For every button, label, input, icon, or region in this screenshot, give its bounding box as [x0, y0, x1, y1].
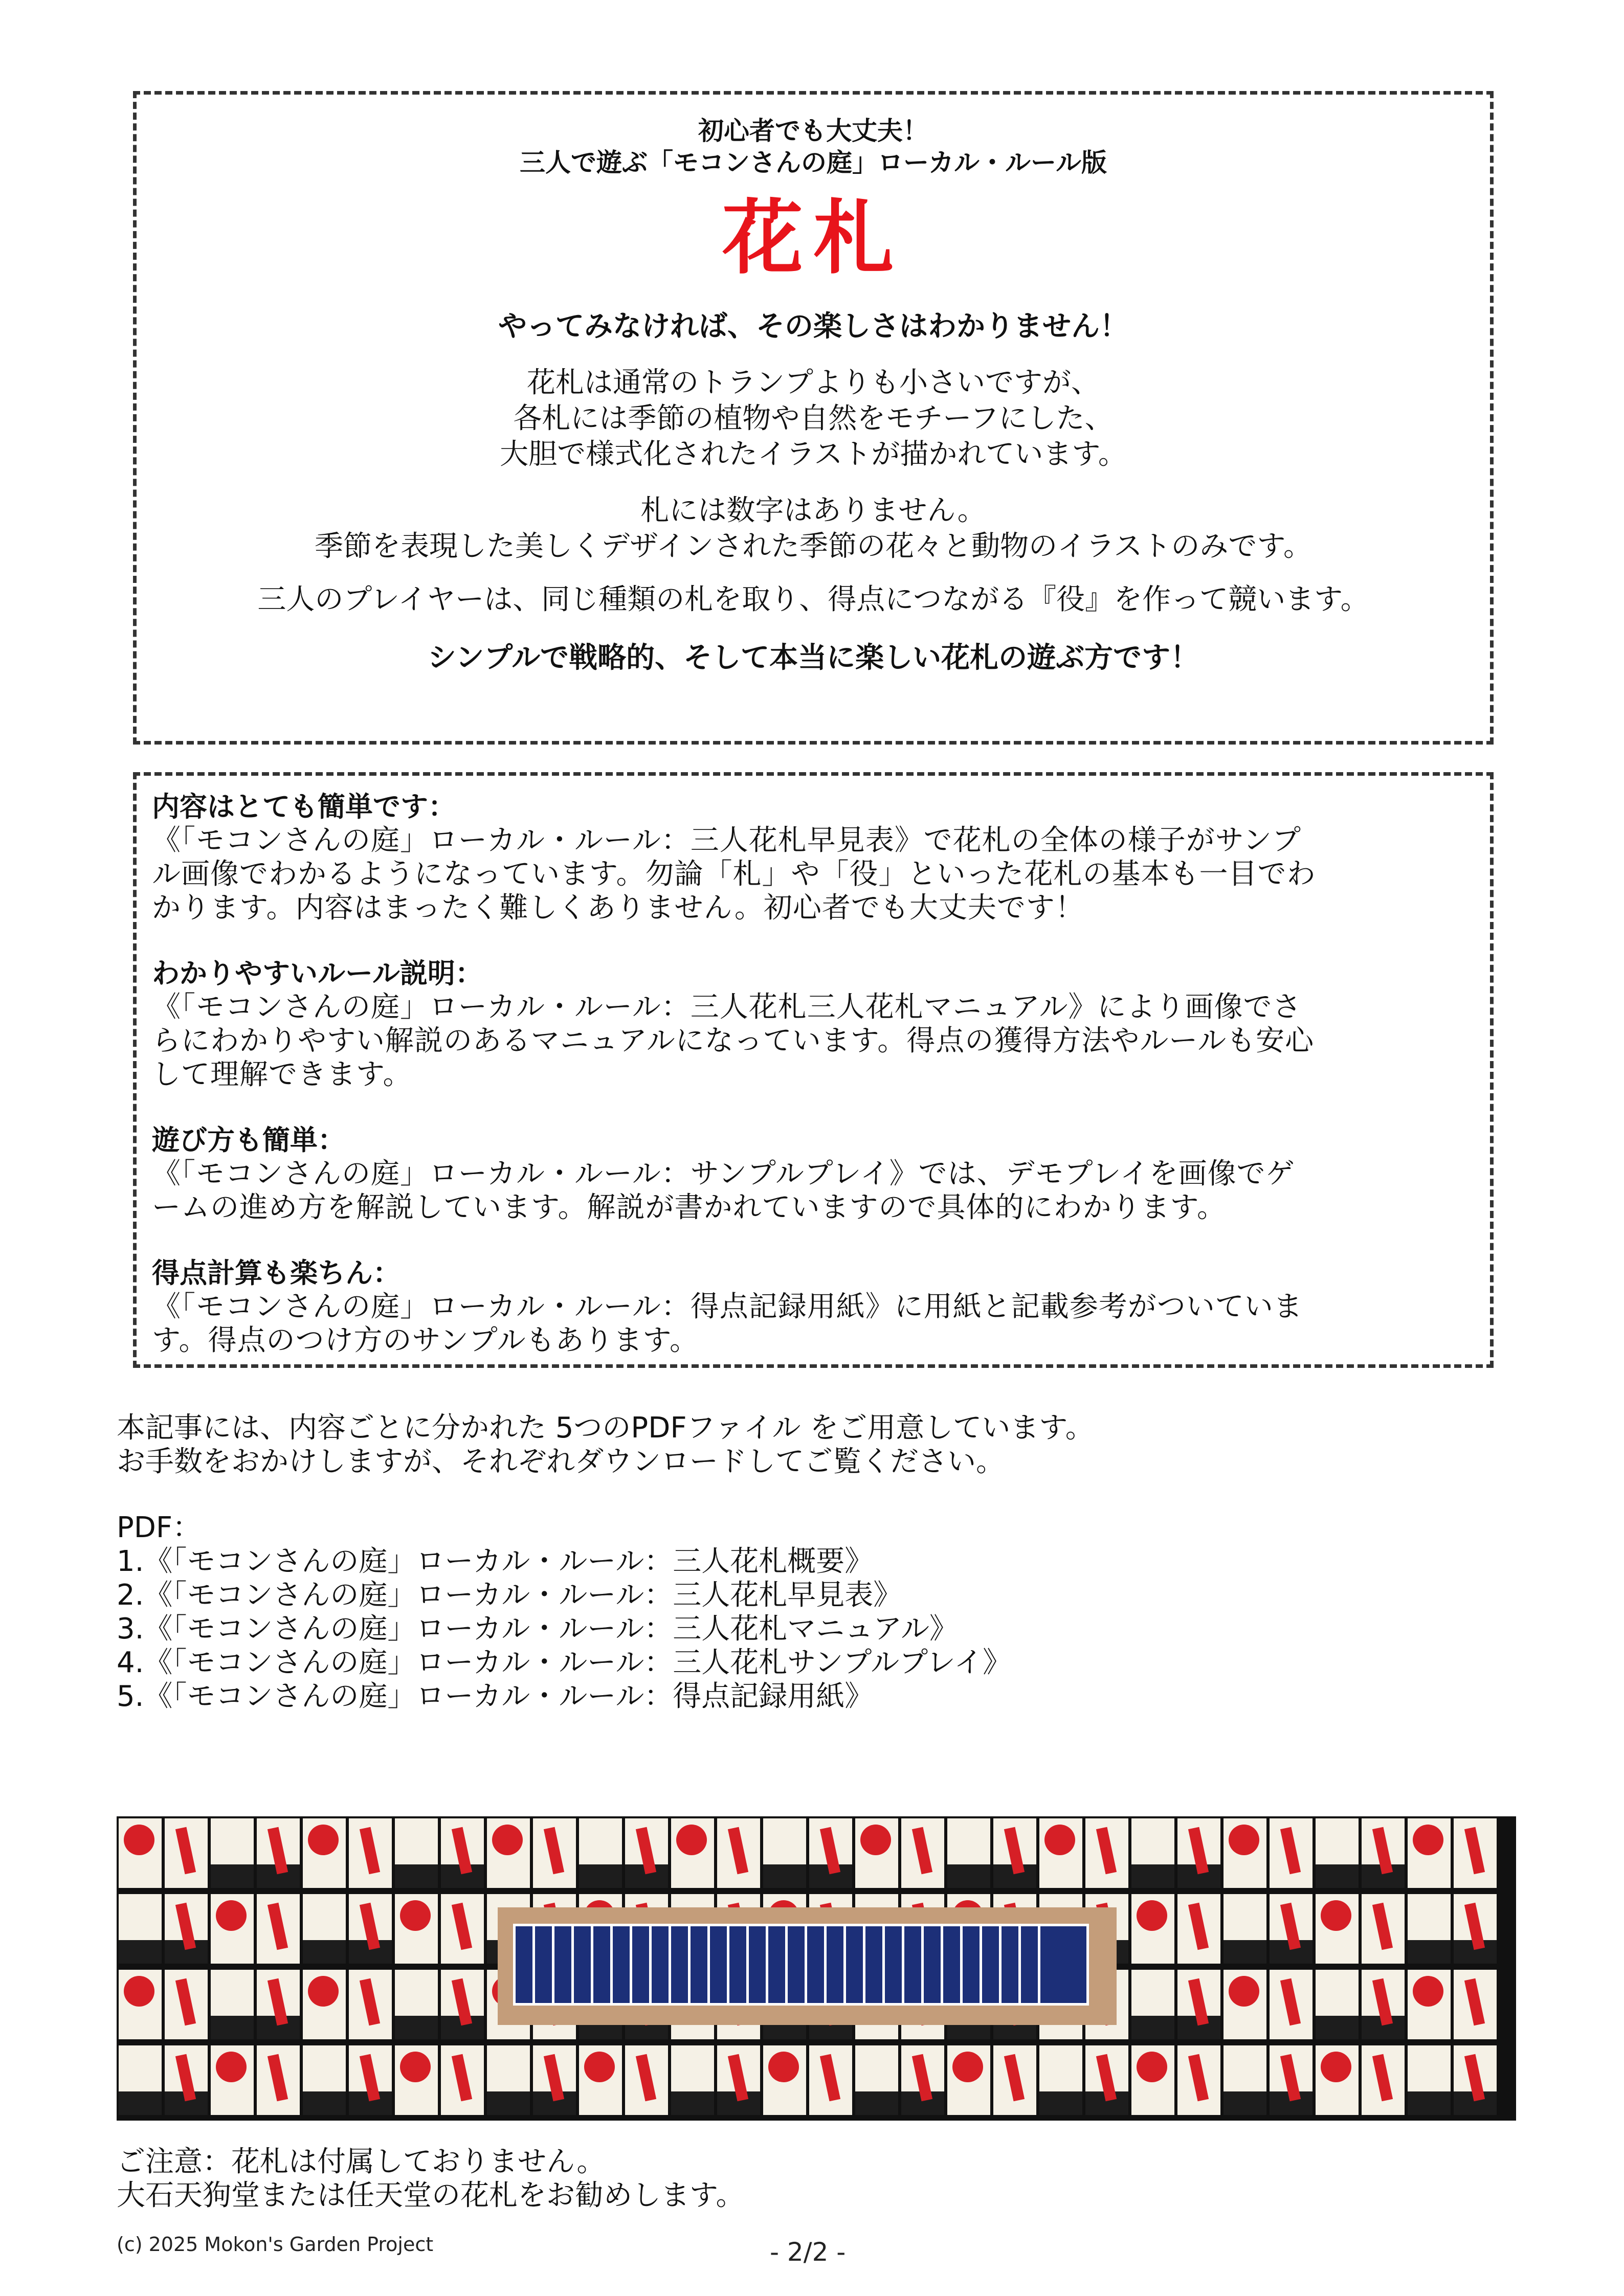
feature-section [152, 1256, 1475, 1358]
hanafuda-card [1223, 1894, 1266, 1964]
hanafuda-card [119, 1894, 162, 1964]
hanafuda-card [625, 1818, 668, 1888]
hanafuda-card [395, 1970, 438, 2039]
hanafuda-card [993, 2045, 1036, 2115]
hanafuda-card [1454, 1970, 1497, 2039]
hanafuda-card [671, 2045, 714, 2115]
spread-card [1038, 1924, 1089, 2006]
pdf-list [117, 1511, 1011, 1714]
hanafuda-card [1085, 1818, 1128, 1888]
hanafuda-card [1177, 1970, 1220, 2039]
hanafuda-card [901, 1818, 944, 1888]
hanafuda-card [257, 1818, 300, 1888]
feature-section [152, 957, 1475, 1092]
copyright: (c) 2025 Mokon's Garden Project [117, 2233, 434, 2256]
hanafuda-card [1131, 1818, 1174, 1888]
hanafuda-card [717, 1818, 760, 1888]
hanafuda-card [119, 1818, 162, 1888]
pdf-intro [117, 1411, 1094, 1479]
hanafuda-card [1362, 1818, 1405, 1888]
intro-paragraph-1-line: 各札には季節の植物や自然をモチーフにした、 [513, 402, 1114, 435]
hanafuda-card [993, 1818, 1036, 1888]
feature-line: ル画像でわかるようになっています。勿論「札」や「役」といった花札の基本も一目でわ [152, 858, 1316, 891]
intro-paragraph-2 [137, 493, 1490, 565]
hanafuda-card [257, 2045, 300, 2115]
hanafuda-card [1270, 1970, 1312, 2039]
hanafuda-card [1270, 2045, 1312, 2115]
hanafuda-card [303, 2045, 346, 2115]
feature-line: す。得点のつけ方のサンプルもあります。 [152, 1324, 699, 1357]
pdf-list-item: 1.《「モコンさんの庭」ローカル・ルール：三人花札概要》 [117, 1545, 874, 1578]
hanafuda-card [1270, 1894, 1312, 1964]
hanafuda-card [947, 2045, 990, 2115]
hanafuda-card [1223, 1970, 1266, 2039]
hanafuda-card [1177, 1894, 1220, 1964]
hanafuda-card [947, 1818, 990, 1888]
feature-line: らにわかりやすい解説のあるマニュアルになっています。得点の獲得方法やルールも安心 [152, 1024, 1315, 1057]
hanafuda-card [165, 1894, 208, 1964]
hanafuda-card [487, 2045, 530, 2115]
intro-kicker: 初心者でも大丈夫！ [698, 116, 928, 146]
hanafuda-card [395, 1818, 438, 1888]
hanafuda-card [349, 1970, 392, 2039]
hanafuda-card [211, 1894, 254, 1964]
hanafuda-card [671, 1818, 714, 1888]
feature-line: して理解できます。 [152, 1058, 412, 1091]
intro-paragraph-1-line: 大胆で様式化されたイラストが描かれています。 [500, 438, 1127, 471]
feature-heading: 遊び方も簡単： [152, 1124, 345, 1156]
hanafuda-card [855, 1818, 898, 1888]
hanafuda-card [1039, 2045, 1082, 2115]
hanafuda-card [1408, 1818, 1451, 1888]
hanafuda-card [441, 1970, 484, 2039]
intro-paragraph-3: 三人のプレイヤーは、同じ種類の札を取り、得点につながる『役』を作って競います。 [257, 583, 1369, 616]
hanafuda-card [579, 1818, 622, 1888]
hanafuda-card [809, 1818, 852, 1888]
feature-heading: 得点計算も楽ちん： [152, 1257, 401, 1289]
pdf-list-item: 2.《「モコンさんの庭」ローカル・ルール：三人花札早見表》 [117, 1579, 902, 1612]
hanafuda-card [901, 2045, 944, 2115]
hanafuda-card [763, 2045, 806, 2115]
banner-card-row [117, 2045, 1516, 2116]
hanafuda-card [717, 2045, 760, 2115]
page-number: - 2/2 - [770, 2237, 846, 2267]
notice-line: 大石天狗堂または任天堂の花札をお勧めします。 [117, 2179, 745, 2212]
hanafuda-card [441, 1894, 484, 1964]
card-spread-photo [498, 1907, 1117, 2025]
hanafuda-card [1316, 1818, 1359, 1888]
hanafuda-card [1454, 2045, 1497, 2115]
pdf-intro-line: お手数をおかけしますが、それぞれダウンロードしてご覧ください。 [117, 1445, 1005, 1478]
hanafuda-card [1362, 2045, 1405, 2115]
intro-box [133, 91, 1494, 745]
hanafuda-card [119, 2045, 162, 2115]
intro-subtitle: 三人で遊ぶ「モコンさんの庭」ローカル・ルール版 [520, 148, 1107, 177]
hanafuda-card [1131, 1894, 1174, 1964]
hanafuda-card [165, 1970, 208, 2039]
hanafuda-card [303, 1970, 346, 2039]
intro-paragraph-2-line: 季節を表現した美しくデザインされた季節の花々と動物のイラストのみです。 [315, 530, 1312, 563]
pdf-list-item: 5.《「モコンさんの庭」ローカル・ルール：得点記録用紙》 [117, 1680, 874, 1713]
page-title: 花札 [722, 191, 904, 285]
notice-line: ご注意：花札は付属しておりません。 [117, 2145, 606, 2178]
hanafuda-card [1131, 2045, 1174, 2115]
pdf-list-label: PDF： [117, 1511, 202, 1544]
hanafuda-card [165, 2045, 208, 2115]
feature-line: ームの進め方を解説しています。解説が書かれていますので具体的にわかります。 [152, 1191, 1227, 1224]
hanafuda-card [1454, 1894, 1497, 1964]
intro-closing: シンプルで戦略的、そして本当に楽しい花札の遊ぶ方です！ [427, 641, 1199, 674]
hanafuda-card [855, 2045, 898, 2115]
hanafuda-card [1177, 2045, 1220, 2115]
hanafuda-card [165, 1818, 208, 1888]
feature-section [152, 1123, 1475, 1225]
hanafuda-card [1223, 2045, 1266, 2115]
hanafuda-card [211, 1970, 254, 2039]
notice [117, 2145, 745, 2213]
hanafuda-card [257, 1894, 300, 1964]
pdf-list-item: 4.《「モコンさんの庭」ローカル・ルール：三人花札サンプルプレイ》 [117, 1646, 1012, 1679]
intro-paragraph-1-line: 花札は通常のトランプよりも小さいですが、 [527, 366, 1100, 399]
hanafuda-card [1039, 1818, 1082, 1888]
banner-card-row [117, 1818, 1516, 1889]
hanafuda-card [1408, 1894, 1451, 1964]
hanafuda-card [1177, 1818, 1220, 1888]
hanafuda-card [441, 2045, 484, 2115]
hanafuda-card [1408, 1970, 1451, 2039]
hanafuda-card [1362, 1970, 1405, 2039]
hanafuda-card [1408, 2045, 1451, 2115]
hanafuda-card [625, 2045, 668, 2115]
hanafuda-card [441, 1818, 484, 1888]
hanafuda-card [1270, 1818, 1312, 1888]
hanafuda-card [1316, 2045, 1359, 2115]
hanafuda-card [763, 1818, 806, 1888]
hanafuda-card [1316, 1894, 1359, 1964]
feature-line: 《「モコンさんの庭」ローカル・ルール：三人花札三人花札マニュアル》により画像でさ [152, 991, 1302, 1024]
feature-heading: 内容はとても簡単です： [152, 791, 456, 823]
intro-tagline: やってみなければ、その楽しさはわかりません！ [498, 310, 1128, 343]
feature-heading: わかりやすいルール説明： [152, 957, 483, 989]
feature-section [152, 790, 1475, 925]
feature-line: 《「モコンさんの庭」ローカル・ルール：サンプルプレイ》では、デモプレイを画像でゲ [152, 1157, 1295, 1190]
hanafuda-card [303, 1818, 346, 1888]
hanafuda-card [211, 2045, 254, 2115]
hanafuda-card [257, 1970, 300, 2039]
hanafuda-card [349, 1894, 392, 1964]
hanafuda-banner-image [117, 1816, 1516, 2121]
hanafuda-card [395, 1894, 438, 1964]
features-box [133, 772, 1494, 1368]
hanafuda-card [533, 2045, 576, 2115]
hanafuda-card [1316, 1970, 1359, 2039]
pdf-list-item: 3.《「モコンさんの庭」ローカル・ルール：三人花札マニュアル》 [117, 1612, 958, 1646]
hanafuda-card [579, 2045, 622, 2115]
feature-line: かります。内容はまったく難しくありません。初心者でも大丈夫です！ [152, 891, 1084, 925]
hanafuda-card [349, 1818, 392, 1888]
feature-line: 《「モコンさんの庭」ローカル・ルール：得点記録用紙》に用紙と記載参考がついていま [152, 1290, 1303, 1323]
hanafuda-card [1131, 1970, 1174, 2039]
hanafuda-card [119, 1970, 162, 2039]
pdf-intro-line: 本記事には、内容ごとに分かれた 5つのPDFファイル をご用意しています。 [117, 1411, 1094, 1445]
hanafuda-card [1223, 1818, 1266, 1888]
hanafuda-card [809, 2045, 852, 2115]
feature-line: 《「モコンさんの庭」ローカル・ルール：三人花札早見表》で花札の全体の様子がサンプ [152, 824, 1301, 857]
hanafuda-card [1454, 1818, 1497, 1888]
hanafuda-card [303, 1894, 346, 1964]
hanafuda-card [1085, 2045, 1128, 2115]
hanafuda-card [211, 1818, 254, 1888]
hanafuda-card [533, 1818, 576, 1888]
hanafuda-card [395, 2045, 438, 2115]
hanafuda-card [487, 1818, 530, 1888]
intro-paragraph-2-line: 札には数字はありません。 [640, 494, 986, 527]
hanafuda-card [1362, 1894, 1405, 1964]
hanafuda-card [349, 2045, 392, 2115]
intro-paragraph-1 [137, 365, 1490, 472]
